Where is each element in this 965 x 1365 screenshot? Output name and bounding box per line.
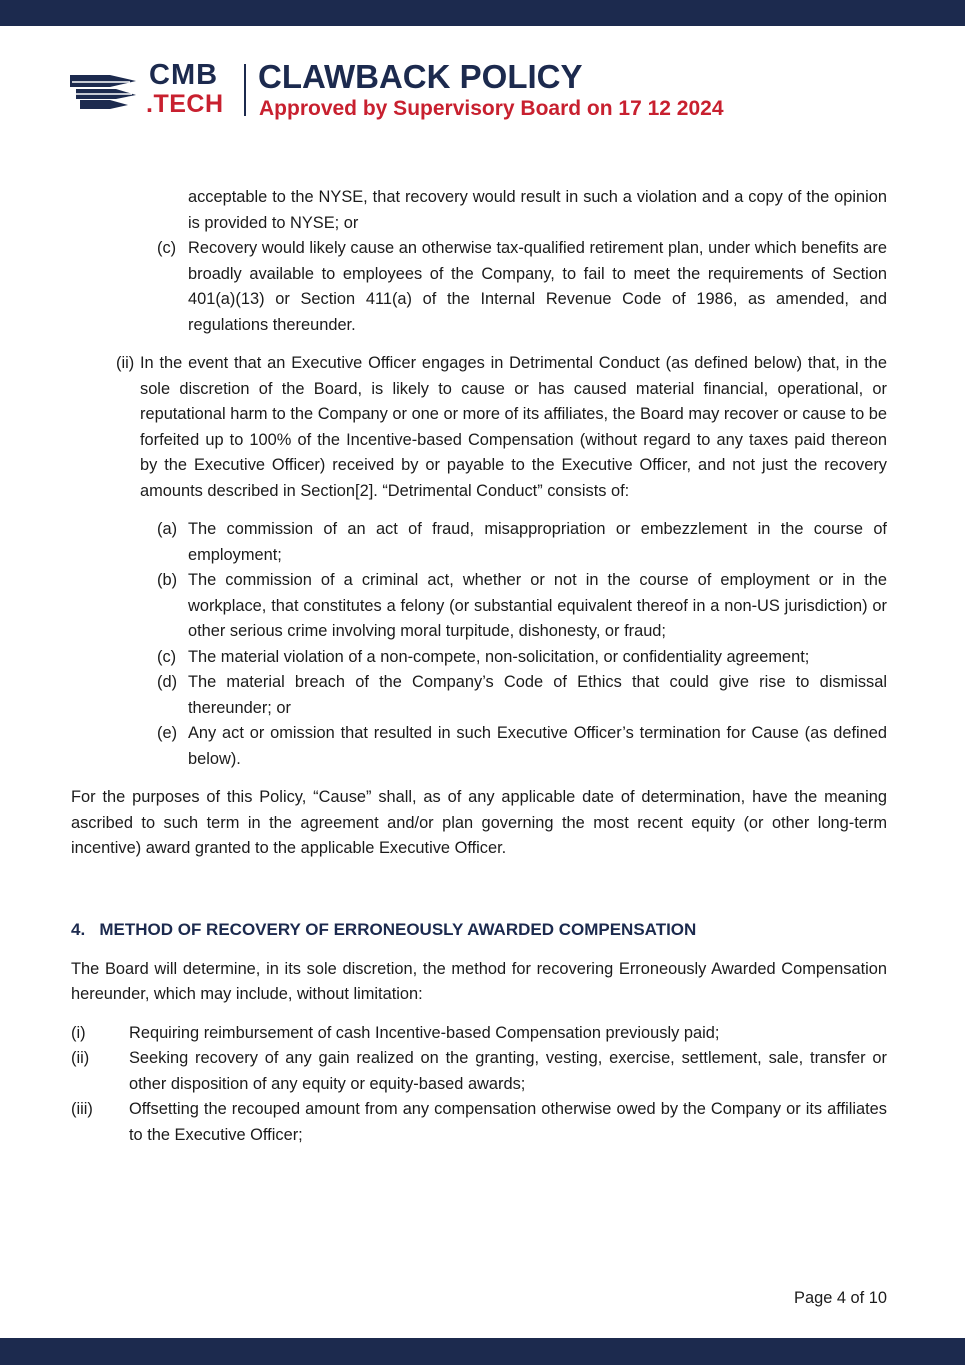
list-item (71, 721, 887, 772)
list-item-label: (b) (157, 571, 178, 589)
list-item-text: Recovery would likely cause an otherwise tax-qualified retirement plan, under which benefits are broadly available to employees of the Company, to fail to meet the requirements of Section 401(a)(13) or Section 411(a) of the Internal Revenue Code of 1986, as amended, and regulations thereunder. (188, 239, 887, 334)
list-item-text: Offsetting the recouped amount from any compensation otherwise owed by the Company or its affiliates to the Executive Officer; (129, 1100, 887, 1144)
list-item (71, 1097, 887, 1148)
list-item (71, 236, 887, 338)
list-item (71, 1046, 887, 1097)
section-4-intro: The Board will determine, in its sole discretion, the method for recovering Erroneously Awarded Compensation hereunder, which may include, without limitation: (71, 959, 887, 1003)
list-item (71, 645, 887, 671)
cmb-tech-logo-icon (70, 69, 138, 109)
logo-text-tech: .TECH (146, 90, 224, 118)
list-item (71, 351, 887, 504)
list-item-text: In the event that an Executive Officer engages in Detrimental Conduct (as defined below) that, in the sole discretion of the Board, is likely to cause or has caused material financial, operational, or reputational harm to the Company or one or more of its affiliates, the Board may recover or cause to be forfeited up to 100% of the Incentive-based Compensation (without regard to any taxes paid thereon by the Executive Officer) received by or payable to the Executive Officer, and not just the recovery amounts described in Section[2]. “Detrimental Conduct” consists of: (140, 354, 887, 500)
list-item-label: (i) (71, 1023, 86, 1042)
list-item-label: (ii) (116, 354, 135, 372)
list-item-label: (iii) (71, 1100, 93, 1118)
logo-text-cmb: CMB (149, 59, 219, 91)
list-item-label: (d) (157, 673, 178, 691)
list-item-text: Seeking recovery of any gain realized on the granting, vesting, exercise, settlement, sale, transfer or other disposition of any equity or equity-based awards; (129, 1049, 887, 1093)
list-item-text: The commission of an act of fraud, misappropriation or embezzlement in the course of employment; (188, 520, 887, 564)
recovery-methods-list (71, 1021, 887, 1149)
list-item (71, 1021, 887, 1047)
list-item-text: Requiring reimbursement of cash Incentive-based Compensation previously paid; (129, 1023, 720, 1042)
detrimental-conduct-list (71, 517, 887, 772)
bottom-band (0, 1338, 965, 1365)
section-4-heading: 4. METHOD OF RECOVERY OF ERRONEOUSLY AWARDED COMPENSATION (71, 919, 697, 939)
document-subtitle: Approved by Supervisory Board on 17 12 2024 (259, 97, 724, 120)
list-item-text: The material violation of a non-compete, non-solicitation, or confidentiality agreement; (188, 647, 810, 666)
list-item-label: (c) (157, 647, 177, 666)
header-divider (244, 64, 246, 116)
list-item (71, 517, 887, 568)
list-item-text: Any act or omission that resulted in such Executive Officer’s termination for Cause (as defined below). (188, 724, 887, 768)
document-title: CLAWBACK POLICY (258, 58, 583, 95)
document-body (71, 185, 887, 1148)
list-item (71, 568, 887, 645)
list-item-label: (e) (157, 724, 178, 742)
cause-paragraph: For the purposes of this Policy, “Cause” shall, as of any applicable date of determination, have the meaning ascribed to such term in the agreement and/or plan governing the most recent equity (or other long-term incentive) award granted to the applicable Executive Officer. (71, 788, 887, 857)
list-item-label: (c) (157, 239, 177, 257)
list-item-label: (ii) (71, 1049, 90, 1067)
top-band (0, 0, 965, 26)
page-number: Page 4 of 10 (794, 1289, 887, 1307)
document-header (70, 60, 890, 124)
list-item-text: The commission of a criminal act, whether or not in the course of employment or in the workplace, that constitutes a felony (or substantial equivalent thereof in a non-US jurisdiction) or other serious crime involving moral turpitude, dishonesty, or fraud; (188, 571, 887, 640)
list-item-text: The material breach of the Company’s Code of Ethics that could give rise to dismissal thereunder; or (188, 673, 887, 717)
list-item (71, 670, 887, 721)
continued-text: acceptable to the NYSE, that recovery would result in such a violation and a copy of the opinion is provided to NYSE; or (188, 188, 887, 232)
list-item-label: (a) (157, 520, 178, 538)
